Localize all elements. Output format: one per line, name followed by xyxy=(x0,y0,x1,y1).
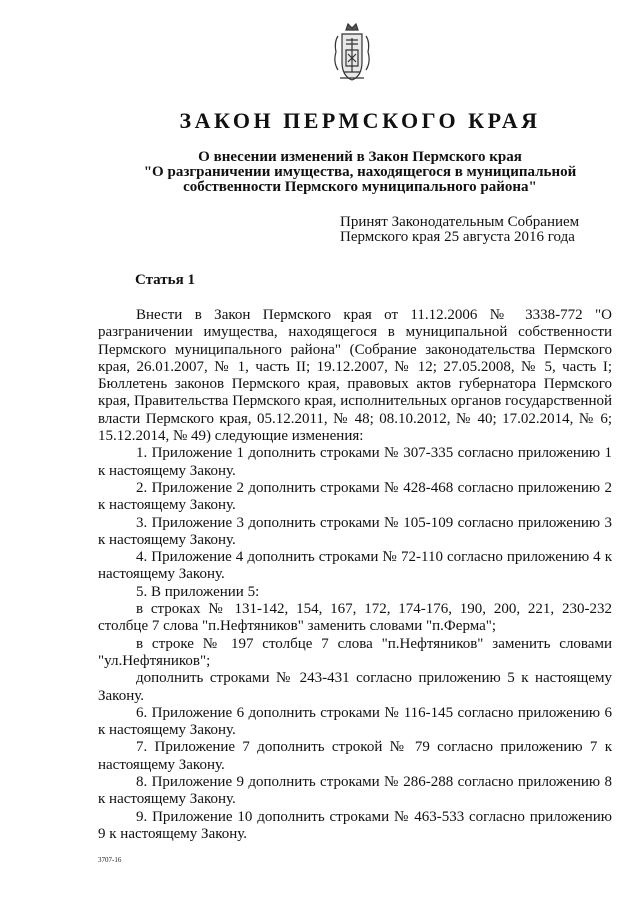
adoption-note xyxy=(340,215,610,245)
paragraph-item: 9. Приложение 10 дополнить строками № 463-533 согласно приложению 9 к настоящему Закону. xyxy=(98,808,612,842)
article-heading: Статья 1 xyxy=(135,272,195,288)
paragraph-subitem: в строках № 131-142, 154, 167, 172, 174-176, 190, 200, 221, 230-232 столбце 7 слова "п.Нефтяников" заменить словами "п.Ферма"; xyxy=(98,601,612,635)
subtitle-line: О внесении изменений в Закон Пермского края xyxy=(198,149,522,165)
paragraph-item: 8. Приложение 9 дополнить строками № 286-288 согласно приложению 8 к настоящему Закону. xyxy=(98,774,612,808)
subtitle-line: "О разграничении имущества, находящегося в муниципальной xyxy=(143,164,577,180)
adoption-line: Принят Законодательным Собранием xyxy=(340,214,580,230)
paragraph-intro: Внести в Закон Пермского края от 11.12.2006 № 3338-772 "О разграничении имущества, находящегося в муниципальной собственности Пермского муниципального района" (Собрание законодательства Пермского края, 26.01.2007, № 1, часть II; 19.12.2007, № 12; 27.05.2008, № 5, часть I; Бюллетень законов Пермского края, правовых актов губернатора Пермского края, Правительства Пермского края, исполнительных органов государственной власти Пермского края, 05.12.2011, № 48; 08.10.2012, № 40; 17.02.2014, № 6; 15.12.2014, № 49) следующие изменения: xyxy=(98,307,612,445)
paragraph-subitem: в строке № 197 столбце 7 слова "п.Нефтяников" заменить словами "ул.Нефтяников"; xyxy=(98,635,612,669)
paragraph-item: 3. Приложение 3 дополнить строками № 105-109 согласно приложению 3 к настоящему Закону. xyxy=(98,514,612,548)
paragraph-item: 4. Приложение 4 дополнить строками № 72-110 согласно приложению 4 к настоящему Закону. xyxy=(98,549,612,583)
paragraph-item: 1. Приложение 1 дополнить строками № 307-335 согласно приложению 1 к настоящему Закону. xyxy=(98,445,612,479)
adoption-line: Пермского края 25 августа 2016 года xyxy=(340,229,575,245)
subtitle-line: собственности Пермского муниципального района" xyxy=(183,179,537,195)
paragraph-item: 7. Приложение 7 дополнить строкой № 79 согласно приложению 7 к настоящему Закону. xyxy=(98,739,612,773)
paragraph-subitem: дополнить строками № 243-431 согласно приложению 5 к настоящему Закону. xyxy=(98,670,612,704)
paragraph-item: 5. В приложении 5: xyxy=(136,583,260,600)
paragraph-item: 2. Приложение 2 дополнить строками № 428-468 согласно приложению 2 к настоящему Закону. xyxy=(98,479,612,514)
paragraph-item: 6. Приложение 6 дополнить строками № 116-145 согласно приложению 6 к настоящему Закону. xyxy=(98,704,612,739)
article-body xyxy=(98,307,612,843)
law-subtitle xyxy=(130,150,590,195)
law-title: ЗАКОН ПЕРМСКОГО КРАЯ xyxy=(179,108,541,133)
document-code: 3707-16 xyxy=(98,856,122,864)
coat-of-arms-icon xyxy=(330,22,374,84)
